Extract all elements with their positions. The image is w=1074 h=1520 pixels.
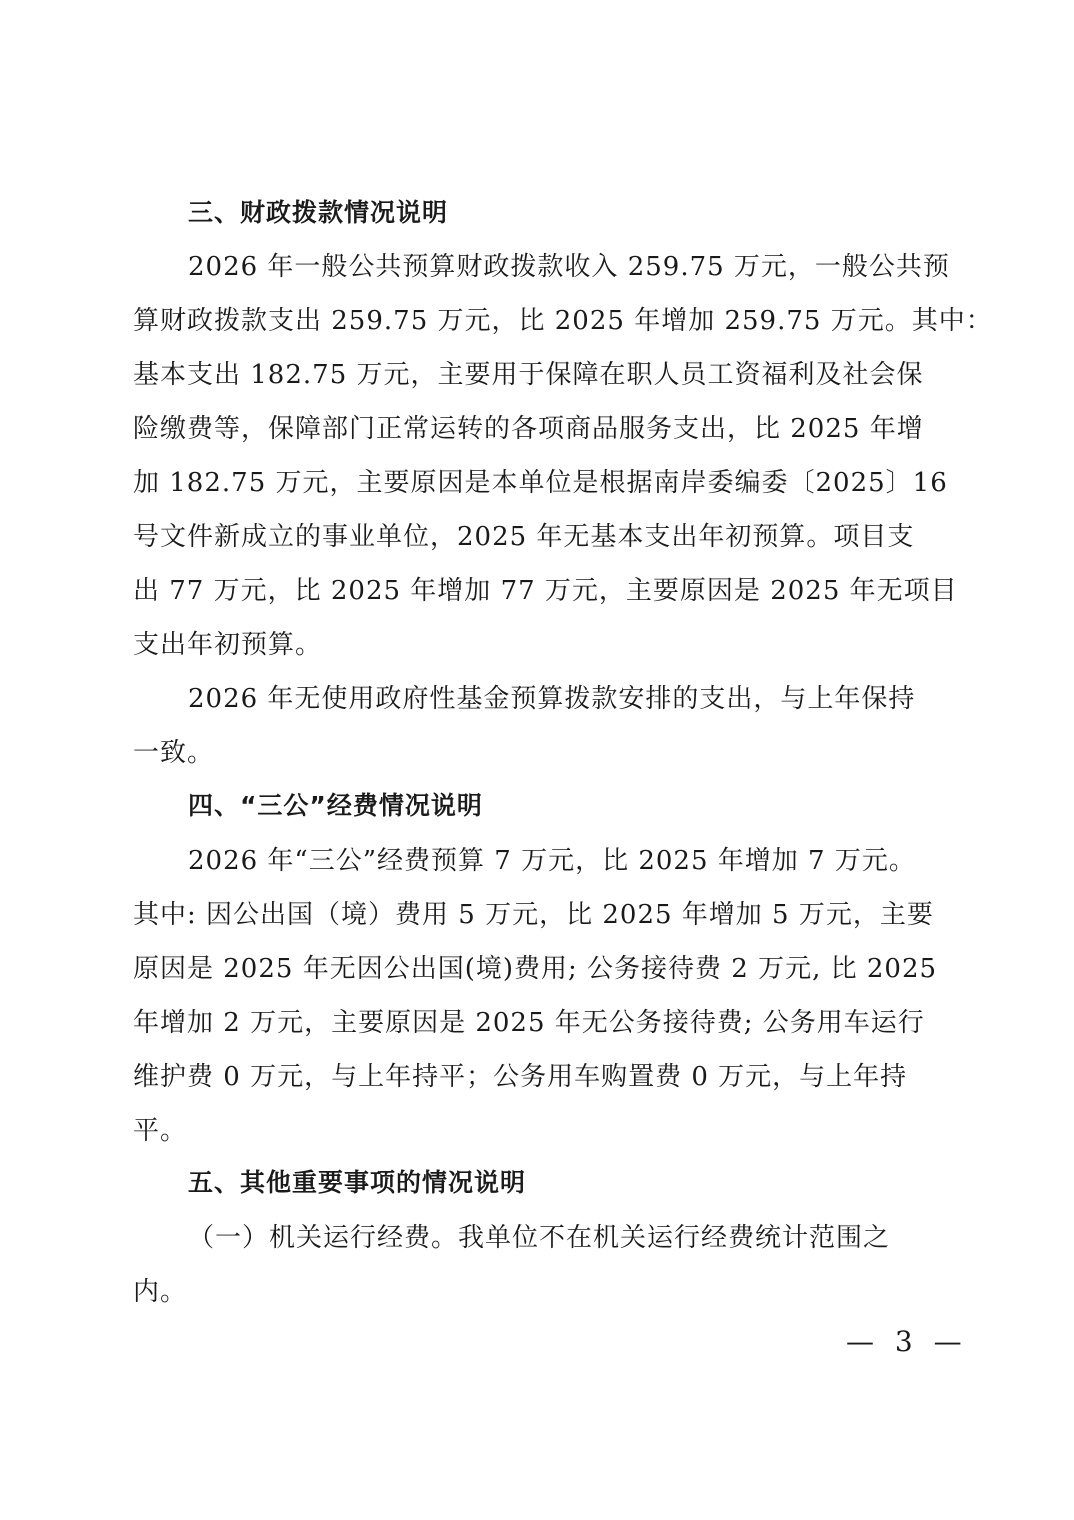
paragraph-text: 2026 年一般公共预算财政拨款收入 259.75 万元，一般公共预 [188,252,950,282]
section-heading-5-line [0,1163,1074,1203]
paragraph-line [0,1003,1074,1043]
paragraph-text: 其中: 因公出国（境）费用 5 万元，比 2025 年增加 5 万元，主要 [133,900,934,930]
paragraph-line [0,841,1074,881]
page-number: — 3 — [846,1325,968,1358]
section-heading-3: 三、财政拨款情况说明 [188,198,449,227]
paragraph-text: 原因是 2025 年无因公出国(境)费用; 公务接待费 2 万元, 比 2025 [133,954,938,984]
paragraph-line [0,355,1074,395]
paragraph-line [0,733,1074,773]
paragraph-text: 险缴费等，保障部门正常运转的各项商品服务支出，比 2025 年增 [133,414,924,444]
paragraph-text: 平。 [133,1116,188,1146]
section-heading-5: 五、其他重要事项的情况说明 [188,1168,527,1197]
paragraph-text: （一）机关运行经费。我单位不在机关运行经费统计范围之 [188,1223,891,1253]
paragraph-line [0,1272,1074,1312]
paragraph-text: 出 77 万元，比 2025 年增加 77 万元，主要原因是 2025 年无项目 [133,576,958,606]
paragraph-line [0,301,1074,341]
paragraph-line [0,1218,1074,1258]
paragraph-text: 一致。 [133,738,215,768]
paragraph-line [0,517,1074,557]
paragraph-line [0,625,1074,665]
paragraph-text: 年增加 2 万元，主要原因是 2025 年无公务接待费; 公务用车运行 [133,1008,925,1038]
paragraph-text: 算财政拨款支出 259.75 万元，比 2025 年增加 259.75 万元。其中： [133,306,993,336]
paragraph-line [0,1111,1074,1151]
section-heading-3-line [0,193,1074,233]
paragraph-line [0,571,1074,611]
paragraph-line [0,679,1074,719]
paragraph-text: 2026 年无使用政府性基金预算拨款安排的支出，与上年保持 [188,684,916,714]
paragraph-line [0,895,1074,935]
paragraph-line [0,463,1074,503]
paragraph-line [0,247,1074,287]
paragraph-line [0,949,1074,989]
section-heading-4-line [0,786,1074,826]
paragraph-text: 支出年初预算。 [133,630,323,660]
paragraph-line [0,1057,1074,1097]
paragraph-text: 维护费 0 万元，与上年持平；公务用车购置费 0 万元，与上年持 [133,1062,908,1092]
paragraph-text: 基本支出 182.75 万元，主要用于保障在职人员工资福利及社会保 [133,360,924,390]
paragraph-text: 2026 年“三公”经费预算 7 万元，比 2025 年增加 7 万元。 [188,846,916,876]
paragraph-line [0,409,1074,449]
section-heading-4: 四、“三公”经费情况说明 [188,791,483,820]
paragraph-text: 加 182.75 万元，主要原因是本单位是根据南岸委编委〔2025〕16 [133,468,948,498]
paragraph-text: 内。 [133,1277,188,1307]
paragraph-text: 号文件新成立的事业单位，2025 年无基本支出年初预算。项目支 [133,522,915,552]
